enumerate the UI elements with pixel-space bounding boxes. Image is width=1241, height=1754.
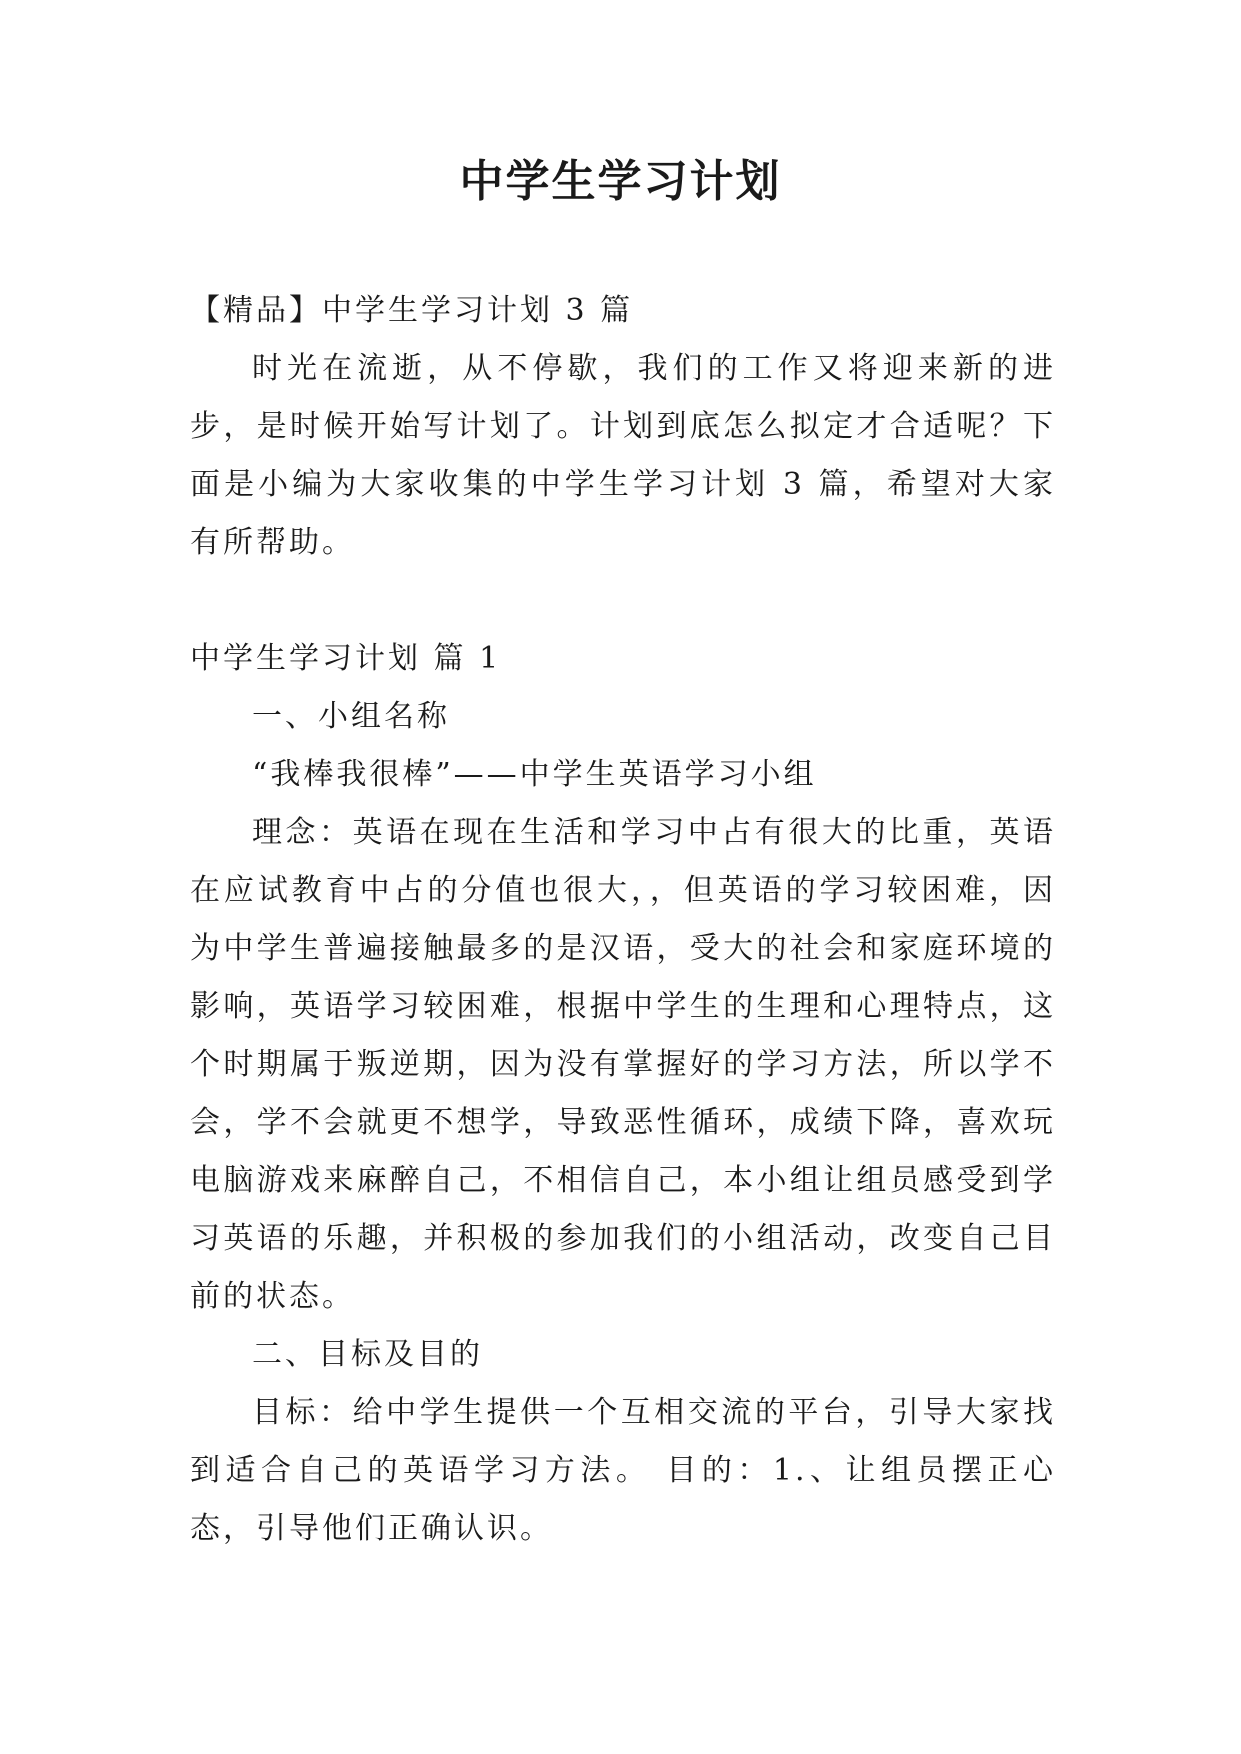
section-heading: 中学生学习计划 篇 1 — [190, 641, 502, 676]
paragraph-gap — [190, 572, 1056, 630]
intro-paragraph: 时光在流逝，从不停歇，我们的工作又将迎来新的进步，是时候开始写计划了。计划到底怎么拟定才合适呢？下面是小编为大家收集的中学生学习计划 3 篇，希望对大家有所帮助。 — [190, 351, 1056, 560]
group-name-paragraph: “我棒我很棒”——中学生英语学习小组 — [252, 757, 817, 792]
page-title: 中学生学习计划 — [459, 156, 782, 207]
document-body — [190, 282, 1056, 1558]
goal-paragraph: 目标：给中学生提供一个互相交流的平台，引导大家找到适合自己的英语学习方法。 目的：1.、让组员摆正心态，引导他们正确认识。 — [190, 1395, 1056, 1546]
document-subtitle: 【精品】中学生学习计划 3 篇 — [190, 293, 634, 328]
concept-paragraph: 理念：英语在现在生活和学习中占有很大的比重，英语在应试教育中占的分值也很大，，但英语的学习较困难，因为中学生普遍接触最多的是汉语，受大的社会和家庭环境的影响，英语学习较困难，根据中学生的生理和心理特点，这个时期属于叛逆期，因为没有掌握好的学习方法，所以学不会，学不会就更不想学，导致恶性循环，成绩下降，喜欢玩电脑游戏来麻醉自己，不相信自己，本小组让组员感受到学习英语的乐趣，并积极的参加我们的小组活动，改变自己目前的状态。 — [190, 815, 1056, 1314]
subheading-goals: 二、目标及目的 — [252, 1337, 483, 1372]
subheading-group-name: 一、小组名称 — [252, 699, 450, 734]
